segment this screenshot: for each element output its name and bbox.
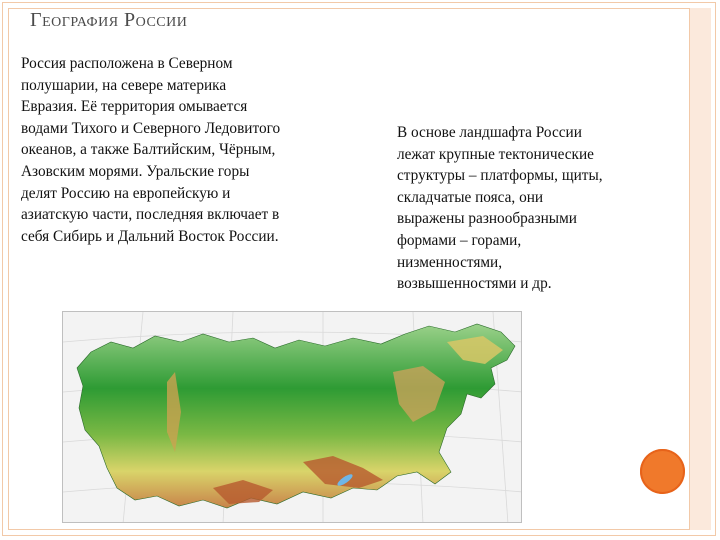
slide-title: География России (30, 9, 188, 31)
orange-circle-icon (640, 449, 685, 494)
russia-landmass (77, 324, 515, 508)
relief-map-graphic (63, 312, 522, 523)
landscape-paragraph: В основе ландшафта России лежат крупные тектонические структуры – платформы, щиты, складчатые пояса, они выражены разнообразными формами – горами, низменностями, возвышенностями и др. (397, 124, 603, 293)
decorative-side-band (689, 8, 711, 530)
intro-paragraph: Россия расположена в Северном полушарии, на севере материка Евразия. Её территория омывается водами Тихого и Северного Ледовитого океанов, а также Балтийским, Чёрным, Азовским морями. Уральские горы делят Россию на европейскую и азиатскую части, последняя включает в себя Сибирь и Дальний Восток России. (21, 55, 281, 245)
russia-relief-map (62, 311, 522, 523)
